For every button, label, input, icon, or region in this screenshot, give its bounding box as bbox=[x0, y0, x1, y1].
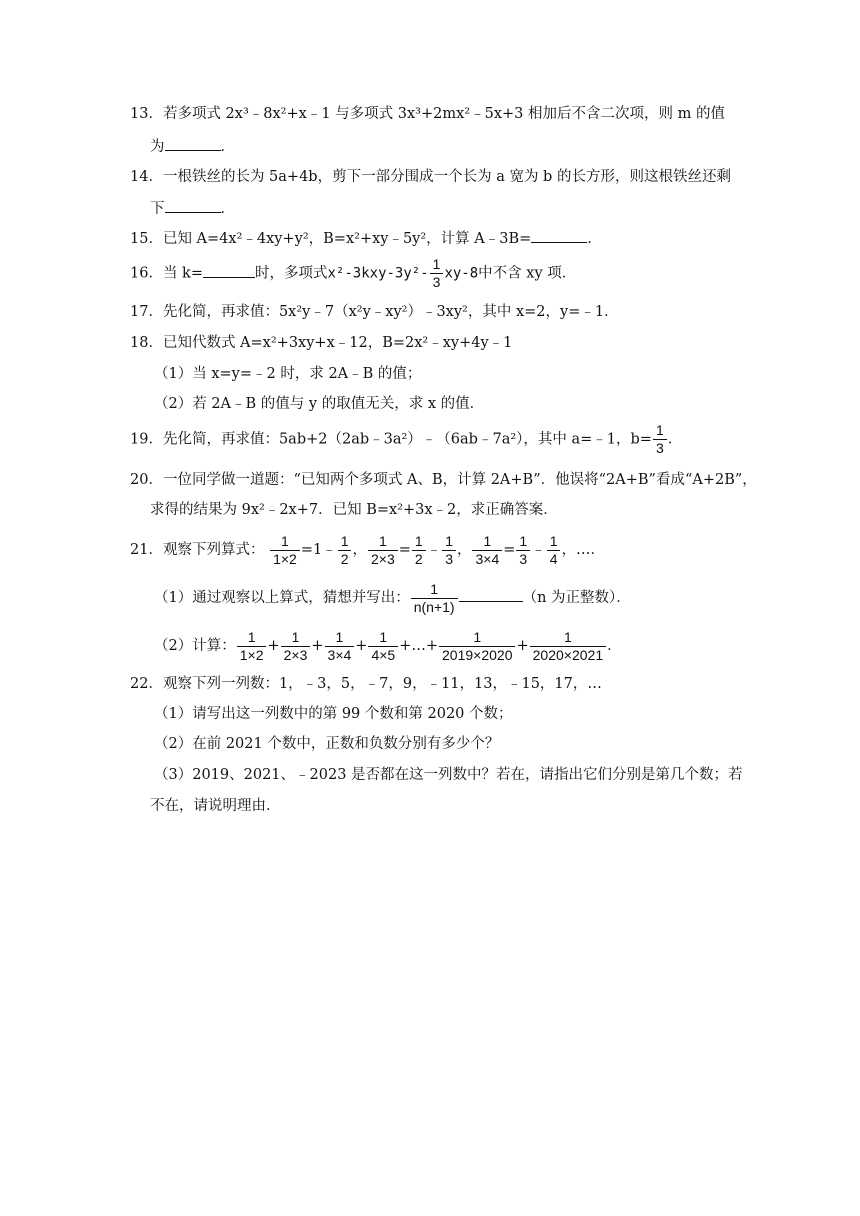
q16-poly-a: x²-3kxy-3y²- bbox=[327, 265, 429, 282]
plus-sign: + bbox=[311, 638, 324, 654]
frac-num: 1 bbox=[432, 256, 441, 272]
frac-den: 3 bbox=[442, 550, 456, 568]
question-17: 17．先化简，再求值：5x²y﹣7（x²y﹣xy²）﹣3xy²，其中 x=2，y=﹣1． bbox=[130, 304, 619, 320]
fraction bbox=[281, 629, 311, 664]
frac-num: 1 bbox=[379, 628, 388, 645]
minus-text: ﹣ bbox=[531, 542, 546, 558]
q21-sub2-suffix: ． bbox=[607, 638, 622, 654]
frac-den: 2×3 bbox=[281, 646, 311, 664]
frac-num: 1 bbox=[247, 628, 256, 645]
frac-den: 3×4 bbox=[472, 550, 502, 568]
fraction bbox=[338, 533, 352, 568]
question-21-sub-2 bbox=[154, 626, 622, 666]
frac-num: 1 bbox=[563, 628, 572, 645]
frac-num: 1 bbox=[281, 532, 289, 549]
frac-den: 1×2 bbox=[237, 646, 267, 664]
answer-blank bbox=[459, 587, 523, 602]
fraction bbox=[270, 533, 300, 568]
q19-suffix: ． bbox=[667, 431, 683, 448]
equals-text: = bbox=[398, 542, 411, 558]
question-21-sub-1 bbox=[154, 578, 631, 618]
fraction bbox=[412, 533, 426, 568]
plus-sign: + bbox=[355, 638, 368, 654]
q21-prefix: 21．观察下列算式： bbox=[130, 542, 265, 558]
comma: ， bbox=[352, 542, 367, 558]
fraction bbox=[516, 533, 530, 568]
frac-den: n(n+1) bbox=[411, 598, 458, 616]
frac-num: 1 bbox=[519, 532, 528, 549]
frac-num: 1 bbox=[430, 580, 439, 597]
fraction bbox=[368, 533, 398, 568]
frac-den: 2 bbox=[338, 550, 352, 568]
equals-text: =1﹣ bbox=[300, 542, 337, 558]
question-20-line-1: 20．一位同学做一道题：“已知两个多项式 A、B，计算 2A+B”．他误将“2A+B”看成“A+2B”， bbox=[130, 472, 757, 488]
q13-prefix: 为 bbox=[150, 139, 165, 155]
equals-text: = bbox=[503, 542, 516, 558]
frac-den: 2020×2021 bbox=[530, 646, 606, 664]
fraction bbox=[439, 629, 515, 664]
question-16 bbox=[130, 256, 576, 291]
sum-dots: +…+ bbox=[399, 638, 439, 654]
answer-blank bbox=[203, 263, 255, 278]
fraction bbox=[368, 629, 398, 664]
frac-den: 4 bbox=[547, 550, 561, 568]
question-14-line-1: 14．一根铁丝的长为 5a+4b，剪下一部分围成一个长为 a 宽为 b 的长方形，则这根铁丝还剩 bbox=[130, 169, 731, 185]
q16-poly-b: xy-8 bbox=[444, 265, 479, 282]
frac-num: 1 bbox=[445, 532, 453, 549]
minus-text: ﹣ bbox=[426, 542, 442, 558]
question-13-line-1: 13．若多项式 2x³﹣8x²+x﹣1 与多项式 3x³+2mx²﹣5x+3 相加后不含二次项，则 m 的值 bbox=[130, 106, 725, 122]
frac-den: 3 bbox=[516, 550, 530, 568]
plus-sign: + bbox=[267, 638, 280, 654]
q21-sub1-prefix: （1）通过观察以上算式，猜想并写出： bbox=[154, 590, 410, 606]
answer-blank bbox=[165, 198, 221, 213]
question-20-line-2: 求得的结果为 9x²﹣2x+7．已知 B=x²+3x﹣2，求正确答案． bbox=[150, 502, 558, 518]
question-18-line-1: 18．已知代数式 A=x²+3xy+x﹣12，B=2x²﹣xy+4y﹣1 bbox=[130, 335, 513, 351]
fraction bbox=[325, 629, 355, 664]
question-18-sub-1: （1）当 x=y=﹣2 时，求 2A﹣B 的值； bbox=[154, 366, 422, 382]
question-18-sub-2: （2）若 2A﹣B 的值与 y 的取值无关，求 x 的值． bbox=[154, 396, 485, 412]
question-22-sub-3-line-2: 不在，请说明理由． bbox=[150, 798, 281, 814]
fraction bbox=[547, 533, 561, 568]
frac-num: 1 bbox=[473, 628, 482, 645]
q19-text: 19．先化简，再求值：5ab+2（2ab﹣3a²）﹣（6ab﹣7a²），其中 a=﹣1，b= bbox=[130, 431, 652, 448]
ellipsis-text: ，…． bbox=[561, 542, 605, 558]
q14-prefix: 下 bbox=[150, 201, 165, 217]
question-19 bbox=[130, 422, 682, 457]
q16-middle: 时，多项式 bbox=[255, 265, 328, 282]
plus-sign: + bbox=[516, 638, 529, 654]
answer-blank bbox=[165, 136, 221, 151]
question-14-line-2 bbox=[150, 198, 235, 219]
question-22-sub-3-line-1: （3）2019、2021、﹣2023 是否都在这一列数中？若在，请指出它们分别是第几个数；若 bbox=[154, 767, 743, 783]
frac-den: 2×3 bbox=[368, 550, 398, 568]
q15-text: 15．已知 A=4x²﹣4xy+y²，B=x²+xy﹣5y²，计算 A﹣3B= bbox=[130, 231, 532, 247]
q16-suffix: 中不含 xy 项． bbox=[478, 265, 577, 282]
q21-sub1-suffix: （n 为正整数）． bbox=[522, 590, 631, 606]
question-15 bbox=[130, 228, 602, 249]
frac-num: 1 bbox=[483, 532, 492, 549]
fraction bbox=[472, 533, 502, 568]
q15-suffix: ． bbox=[587, 231, 602, 247]
frac-den: 3 bbox=[430, 273, 444, 291]
q14-suffix: ． bbox=[220, 201, 235, 217]
frac-den: 2 bbox=[412, 550, 426, 568]
frac-num: 1 bbox=[414, 532, 423, 549]
fraction bbox=[237, 629, 267, 664]
question-22-sub-1: （1）请写出这一列数中的第 99 个数和第 2020 个数； bbox=[154, 706, 513, 722]
frac-num: 1 bbox=[378, 532, 387, 549]
fraction bbox=[411, 581, 458, 616]
comma: ， bbox=[456, 542, 472, 558]
q16-fraction bbox=[430, 256, 444, 291]
q13-suffix: ． bbox=[220, 139, 235, 155]
frac-num: 1 bbox=[291, 628, 300, 645]
question-22-line-1: 22．观察下列一列数：1，﹣3，5，﹣7，9，﹣11，13，﹣15，17，… bbox=[130, 676, 602, 692]
frac-den: 4×5 bbox=[368, 646, 398, 664]
frac-den: 3×4 bbox=[325, 646, 355, 664]
frac-den: 1×2 bbox=[270, 550, 300, 568]
frac-den: 2019×2020 bbox=[439, 646, 515, 664]
frac-num: 1 bbox=[340, 532, 349, 549]
q16-prefix: 16．当 k= bbox=[130, 265, 203, 282]
question-21-line-1 bbox=[130, 530, 605, 570]
frac-num: 1 bbox=[655, 422, 664, 438]
frac-den: 3 bbox=[653, 439, 667, 457]
fraction bbox=[442, 533, 456, 568]
answer-blank bbox=[531, 228, 587, 243]
q19-fraction bbox=[653, 422, 667, 457]
frac-num: 1 bbox=[335, 628, 344, 645]
question-22-sub-2: （2）在前 2021 个数中，正数和负数分别有多少个？ bbox=[154, 736, 500, 752]
fraction bbox=[530, 629, 606, 664]
q21-sub2-prefix: （2）计算： bbox=[154, 638, 236, 654]
question-13-line-2 bbox=[150, 136, 235, 157]
frac-num: 1 bbox=[549, 532, 558, 549]
